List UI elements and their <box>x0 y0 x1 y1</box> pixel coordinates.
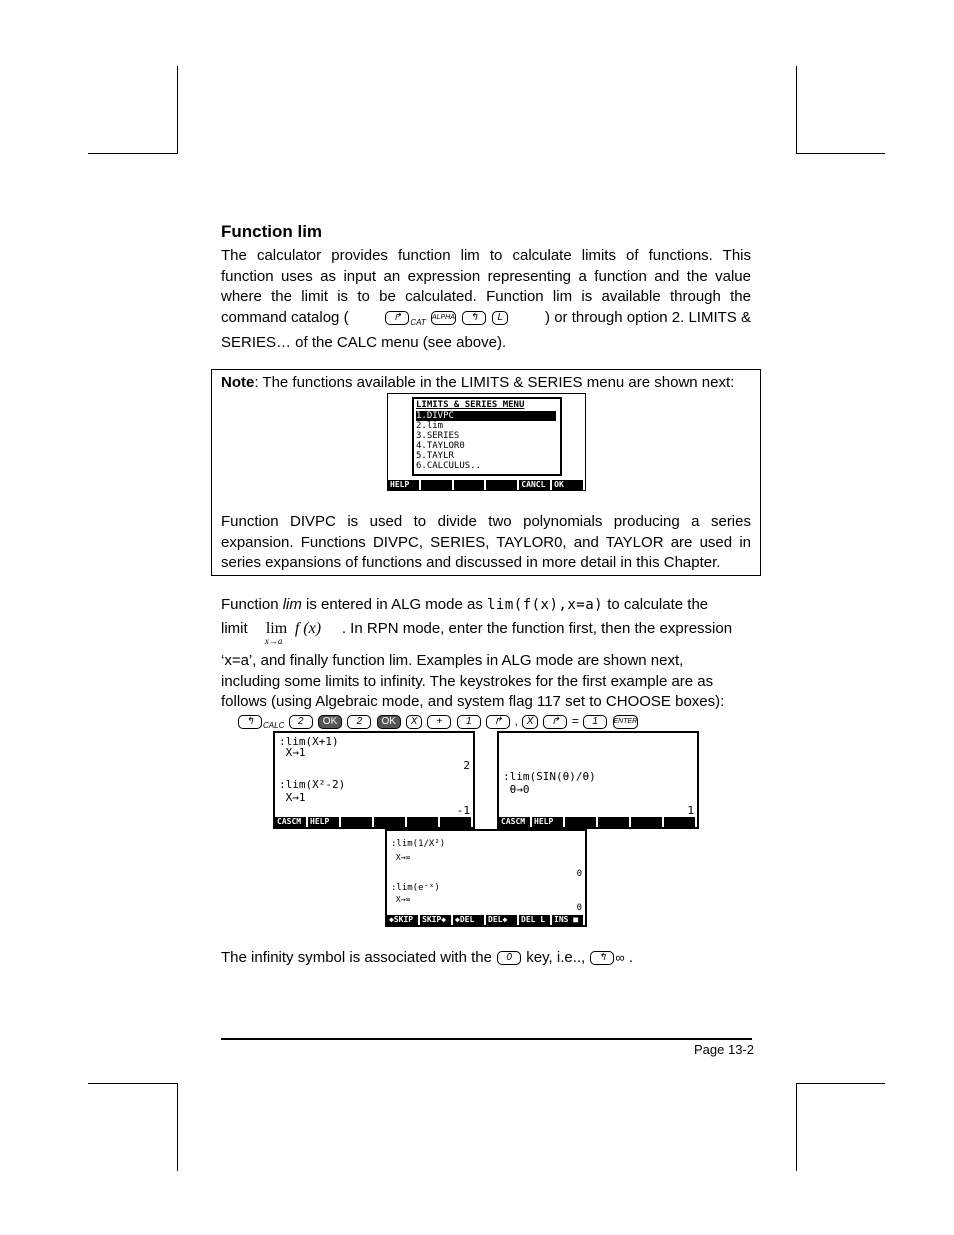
softkey-blank[interactable] <box>454 480 487 490</box>
intro-line-5: SERIES… of the CALC menu (see above). <box>221 334 507 351</box>
screen-line: X→1 <box>279 746 306 759</box>
intro-line-2: function uses as input an expression representing a function and the value <box>221 267 751 285</box>
intro-line-3: where the limit is to be calculated. Function lim is available through the <box>221 288 751 305</box>
two-key: 2 <box>289 715 313 729</box>
screen-line: :lim(SIN(θ)/θ) <box>503 770 596 783</box>
softkey-ins[interactable]: INS ■ <box>552 915 585 925</box>
infinity-pre: The infinity symbol is associated with the <box>221 949 492 966</box>
menu-item-divpc[interactable]: 1.DIVPC <box>416 411 556 421</box>
screen-line: X→∞ <box>391 895 411 904</box>
softkey-bar <box>388 480 585 490</box>
alg-l2-pre: limit <box>221 620 248 637</box>
calc-label: CALC <box>263 721 285 730</box>
alg-l1-post: to calculate the <box>603 596 709 613</box>
softkey-cascm[interactable]: CASCM <box>499 817 532 827</box>
softkey-del-line[interactable]: DEL L <box>519 915 552 925</box>
softkey-help[interactable]: HELP <box>532 817 565 827</box>
alg-line-5: follows (using Algebraic mode, and system flag 117 set to CHOOSE boxes): <box>221 693 725 710</box>
section-title: Function lim <box>221 222 323 241</box>
note-line <box>221 373 734 394</box>
calculator-screen-1 <box>273 731 475 829</box>
crop-mark <box>88 1083 177 1084</box>
alg-line-1 <box>221 595 761 616</box>
screen-line: :lim(e⁻ˣ) <box>391 883 440 893</box>
screen-result: 2 <box>463 759 470 772</box>
enter-key: ENTER <box>613 715 639 729</box>
softkey-help[interactable]: HELP <box>388 480 421 490</box>
footer-rule <box>221 1038 752 1040</box>
note-label: Note <box>221 374 255 391</box>
left-shift-key: ↰ <box>238 715 262 729</box>
two-key: 2 <box>347 715 371 729</box>
note-para-line-2: expansion. Functions DIVPC, SERIES, TAYLOR0, and TAYLOR are used in <box>221 533 751 551</box>
intro-line-4-pre: command catalog ( <box>221 308 349 326</box>
note-text: : The functions available in the LIMITS & SERIES menu are shown next: <box>254 374 735 391</box>
screen-result: -1 <box>456 804 470 817</box>
left-shift-key: ↰ <box>590 951 614 965</box>
softkey-blank[interactable] <box>631 817 664 827</box>
alg-l2-post: . In RPN mode, enter the function first, then the expression <box>341 620 733 637</box>
crop-mark <box>796 1083 797 1171</box>
screen-line: :lim(1/X²) <box>391 839 446 849</box>
alg-l1-lim: lim <box>282 596 302 613</box>
screen-line: :lim(X+1) <box>279 735 339 748</box>
alpha-key: ALPHA <box>431 311 456 325</box>
intro-paragraph <box>221 246 751 354</box>
softkey-bar <box>499 817 697 827</box>
alg-line-3: ‘x=a’, and finally function lim. Examples in ALG mode are shown next, <box>221 652 684 669</box>
softkey-blank[interactable] <box>598 817 631 827</box>
softkey-skip-right[interactable]: SKIP◆ <box>420 915 453 925</box>
left-shift-key: ↰ <box>462 311 486 325</box>
equals-label: = <box>571 714 579 728</box>
lim-subscript: x→a <box>264 636 283 646</box>
screen-result: 1 <box>687 804 694 817</box>
screen-line: X→1 <box>279 791 306 804</box>
limit-expression <box>252 619 342 646</box>
right-shift-key: ↱ <box>543 715 567 729</box>
softkey-blank[interactable] <box>421 480 454 490</box>
intro-line-1: The calculator provides function lim to calculate limits of functions. This <box>221 247 751 264</box>
menu-item-taylr[interactable]: 5.TAYLR <box>416 451 454 461</box>
crop-mark <box>177 66 178 154</box>
infinity-mid: key, i.e.., <box>526 949 586 966</box>
alg-lines <box>221 651 761 713</box>
crop-mark <box>88 153 177 154</box>
alg-l1-mid: is entered in ALG mode as <box>301 596 487 613</box>
softkey-blank[interactable] <box>664 817 697 827</box>
intro-line-4 <box>221 308 751 334</box>
limits-series-menu-screen <box>387 393 586 491</box>
note-para-line-1: Function DIVPC is used to divide two polynomials producing a series <box>221 513 751 530</box>
ok-softkey: OK <box>377 715 401 729</box>
infinity-post: . <box>628 949 634 966</box>
catalog-keystrokes <box>384 308 509 334</box>
softkey-del-left[interactable]: ◆DEL <box>453 915 486 925</box>
softkey-del-right[interactable]: DEL◆ <box>486 915 519 925</box>
lim-symbol: lim <box>265 620 288 637</box>
softkey-blank[interactable] <box>341 817 374 827</box>
comma-label: , <box>514 714 518 728</box>
cat-label: CAT <box>410 317 426 327</box>
l-key: L <box>492 311 508 325</box>
menu-item-calculus[interactable]: 6.CALCULUS.. <box>416 461 482 471</box>
note-box <box>211 369 761 576</box>
softkey-cascm[interactable]: CASCM <box>275 817 308 827</box>
one-key: 1 <box>457 715 481 729</box>
alg-line-2 <box>221 619 761 646</box>
softkey-bar <box>275 817 473 827</box>
intro-line-4-post: ) or through option 2. LIMITS & <box>545 308 751 326</box>
softkey-cancel[interactable]: CANCL <box>519 480 552 490</box>
note-para-line-3: series expansions of functions and discussed in more detail in this Chapter. <box>221 554 721 571</box>
page-number: Page 13-2 <box>694 1042 754 1057</box>
x-key: X <box>406 715 422 729</box>
menu-item-taylor0[interactable]: 4.TAYLOR0 <box>416 441 465 451</box>
note-paragraph <box>221 512 751 574</box>
one-key: 1 <box>583 715 607 729</box>
lim-function: f (x) <box>294 620 322 637</box>
ok-softkey: OK <box>318 715 342 729</box>
softkey-blank[interactable] <box>440 817 473 827</box>
menu-title: LIMITS & SERIES MENU <box>416 400 525 410</box>
infinity-line <box>221 948 761 969</box>
screen-result: 0 <box>576 869 582 879</box>
softkey-bar <box>387 915 585 925</box>
crop-mark <box>796 66 797 154</box>
x-key: X <box>522 715 538 729</box>
softkey-blank[interactable] <box>486 480 519 490</box>
right-shift-key: ↱ <box>486 715 510 729</box>
menu-item-lim[interactable]: 2.lim <box>416 421 444 431</box>
zero-key: 0 <box>497 951 521 965</box>
plus-key: + <box>427 715 451 729</box>
screen-result: 0 <box>576 903 582 913</box>
crop-mark <box>177 1083 178 1171</box>
softkey-blank[interactable] <box>565 817 598 827</box>
screen-line: X→∞ <box>391 853 411 862</box>
infinity-icon: ∞ <box>615 950 625 965</box>
right-shift-key: ↱ <box>385 311 409 325</box>
softkey-blank[interactable] <box>374 817 407 827</box>
calculator-screen-3 <box>385 829 587 927</box>
calculator-screen-2 <box>497 731 699 829</box>
alg-l1-pre: Function <box>221 596 283 613</box>
softkey-blank[interactable] <box>407 817 440 827</box>
menu-item-series[interactable]: 3.SERIES <box>416 431 460 441</box>
crop-mark <box>796 153 885 154</box>
softkey-help[interactable]: HELP <box>308 817 341 827</box>
crop-mark <box>796 1083 885 1084</box>
keystroke-sequence <box>237 714 639 730</box>
alg-l1-code: lim(f(x),x=a) <box>486 597 604 613</box>
softkey-skip-left[interactable]: ◆SKIP <box>387 915 420 925</box>
screen-line: :lim(X²-2) <box>279 778 346 791</box>
alg-line-4: including some limits to infinity. The keystrokes for the first example are as <box>221 672 714 690</box>
screen-line: θ→0 <box>503 783 530 796</box>
softkey-ok[interactable]: OK <box>552 480 585 490</box>
